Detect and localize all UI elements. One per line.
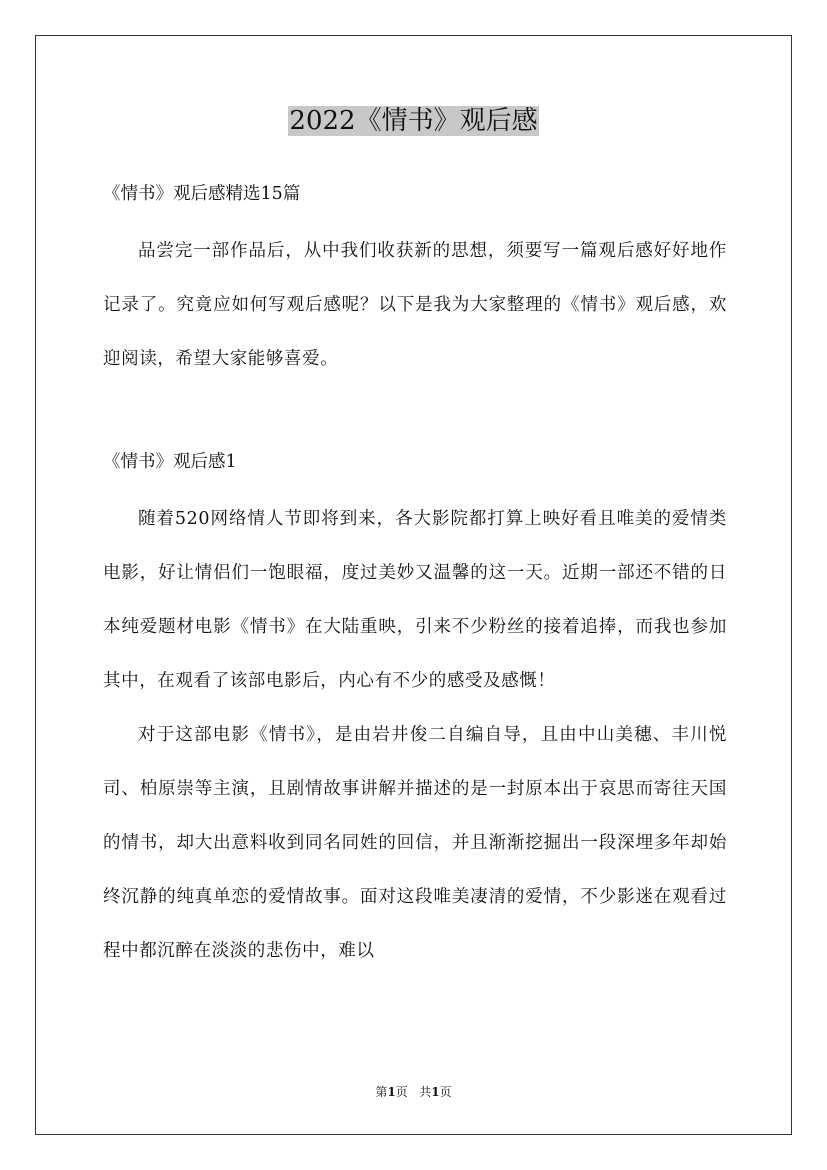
intro-heading: 《情书》观后感精选15篇 [103, 184, 301, 204]
total-pages: 1 [431, 1085, 440, 1099]
page-footer [0, 1084, 827, 1100]
document-title [0, 100, 827, 142]
document-body [103, 172, 727, 978]
total-prefix: 共 [419, 1085, 432, 1099]
body-paragraph-1: 随着520网络情人节即将到来，各大影院都打算上映好看且唯美的爱情类电影，好让情侣们一饱眼福，度过美妙又温馨的这一天。近期一部还不错的日本纯爱题材电影《情书》在大陆重映，引来不少粉丝的接着追捧，而我也参加其中，在观看了该部电影后，内心有不少的感受及感慨！ [103, 509, 727, 691]
body-paragraph-2: 对于这部电影《情书》，是由岩井俊二自编自导，且由中山美穗、丰川悦司、柏原崇等主演，且剧情故事讲解并描述的是一封原本出于哀思而寄往天国的情书，却大出意料收到同名同姓的回信，并且渐渐挖掘出一段深埋多年却始终沉静的纯真单恋的爱情故事。面对这段唯美凄清的爱情，不少影迷在观看过程中都沉醉在淡淡的悲伤中，难以 [103, 725, 727, 961]
total-suffix: 页 [439, 1085, 452, 1099]
section-heading: 《情书》观后感1 [103, 452, 237, 472]
page-suffix: 页 [395, 1085, 408, 1099]
document-title-text: 2022《情书》观后感 [289, 106, 538, 136]
page-number: 1 [387, 1085, 396, 1099]
intro-paragraph: 品尝完一部作品后，从中我们收获新的思想，须要写一篇观后感好好地作记录了。究竟应如何写观后感呢？以下是我为大家整理的《情书》观后感，欢迎阅读，希望大家能够喜爱。 [103, 241, 727, 369]
page-prefix: 第 [375, 1085, 388, 1099]
